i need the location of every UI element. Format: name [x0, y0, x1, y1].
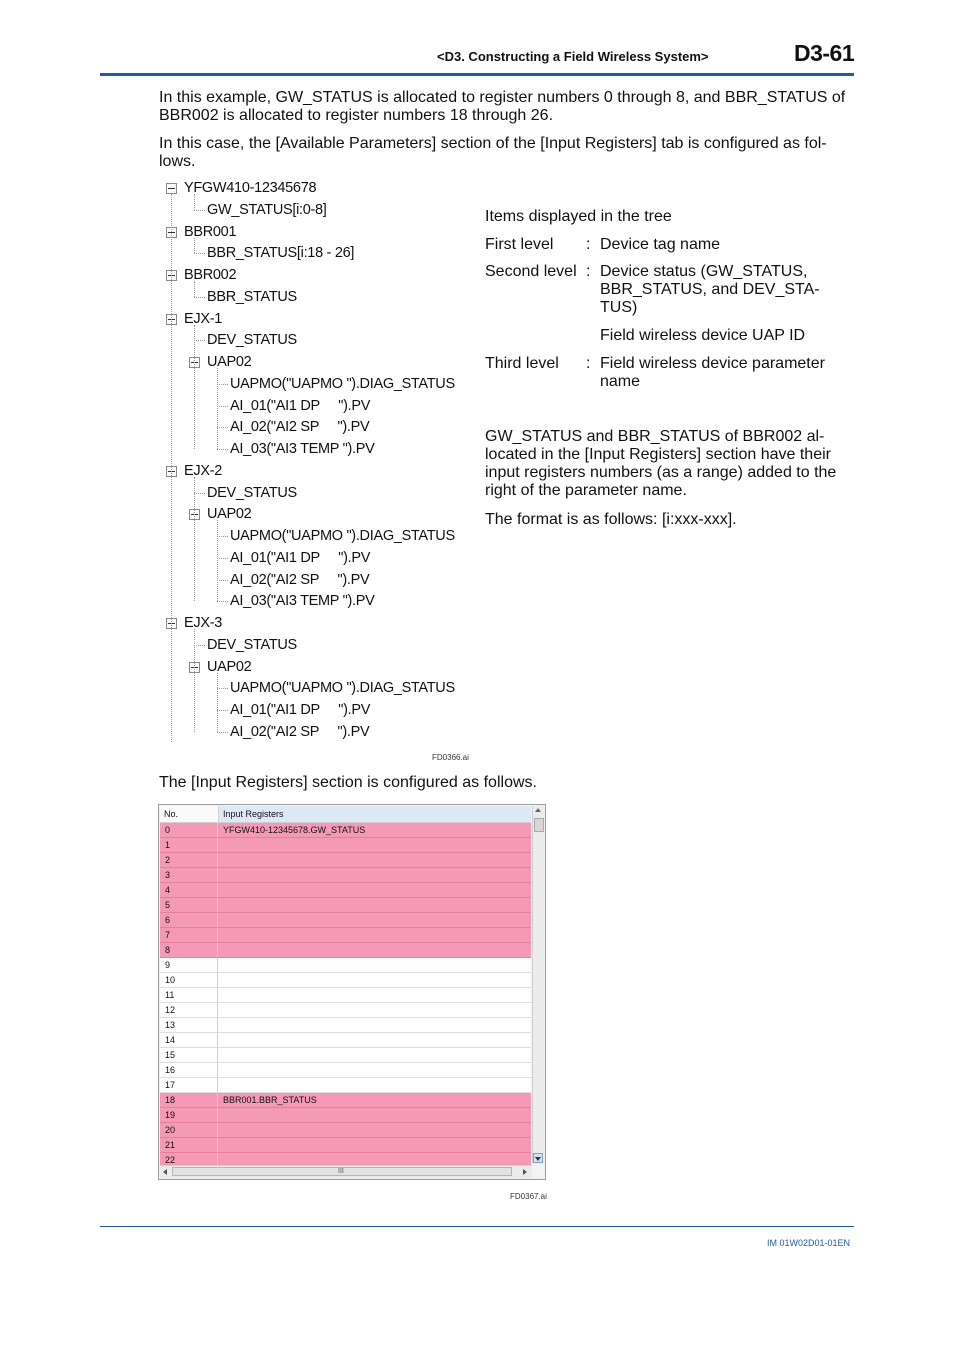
- register-value-cell[interactable]: [218, 1063, 531, 1078]
- register-value-cell[interactable]: [218, 1033, 531, 1048]
- register-value-cell[interactable]: [218, 823, 531, 838]
- tree-connector: [194, 253, 205, 254]
- tree-connector: [217, 406, 228, 407]
- register-value-cell[interactable]: [218, 868, 531, 883]
- scroll-left-icon[interactable]: [163, 1169, 167, 1175]
- tree-node[interactable]: UAPMO("UAPMO ").DIAG_STATUS: [230, 375, 455, 392]
- register-value-cell[interactable]: [218, 958, 531, 973]
- register-value-cell[interactable]: [218, 1003, 531, 1018]
- register-value-cell[interactable]: [218, 898, 531, 913]
- table-row[interactable]: [160, 1108, 531, 1123]
- table-row[interactable]: [160, 1033, 531, 1048]
- register-number-cell: [160, 1093, 218, 1108]
- tree-node[interactable]: AI_01("AI1 DP ").PV: [230, 549, 371, 566]
- tree-node[interactable]: AI_03("AI3 TEMP ").PV: [230, 441, 375, 457]
- page-number: D3-61: [794, 40, 855, 66]
- table-row[interactable]: [160, 1048, 531, 1063]
- tree-node[interactable]: UAPMO("UAPMO ").DIAG_STATUS: [230, 528, 455, 544]
- column-header-label: Input Registers: [223, 809, 284, 819]
- register-number-cell: [160, 1108, 218, 1123]
- tree-guide: [217, 520, 218, 601]
- tree-node[interactable]: AI_03("AI3 TEMP ").PV: [230, 593, 375, 610]
- tree-node[interactable]: AI_01("AI1 DP ").PV: [230, 397, 371, 414]
- intro-paragraph-2: In this case, the [Available Parameters] section of the [Input Registers] tab is configured as fol-lows.: [159, 135, 827, 170]
- register-number-cell: [160, 1063, 218, 1078]
- tree-guide: [194, 325, 195, 449]
- register-number-cell: [160, 1123, 218, 1138]
- available-parameters-tree: [160, 176, 472, 746]
- horizontal-scroll-thumb[interactable]: [172, 1167, 512, 1176]
- register-value-cell[interactable]: [218, 928, 531, 943]
- column-header-input-registers[interactable]: [218, 806, 531, 822]
- register-number: 12: [165, 1005, 176, 1015]
- table-row[interactable]: [160, 943, 531, 958]
- tree-connector: [217, 558, 228, 559]
- register-number: 1: [165, 840, 171, 850]
- tree-node[interactable]: UAP02: [207, 506, 252, 523]
- register-value-cell[interactable]: [218, 883, 531, 898]
- scroll-down-icon[interactable]: [533, 1153, 543, 1163]
- tree-node[interactable]: AI_01("AI1 DP ").PV: [230, 702, 371, 718]
- register-number: 8: [165, 945, 171, 955]
- register-number: 17: [165, 1080, 176, 1090]
- register-number: 14: [165, 1035, 176, 1045]
- legend-desc: Field wireless device parameter name: [600, 355, 825, 390]
- intro-paragraph-1: In this example, GW_STATUS is allocated to register numbers 0 through 8, and BBR_STATUS of BBR002 is allocated to register numbers 18 through 26.: [159, 89, 846, 124]
- register-number-cell: [160, 1048, 218, 1063]
- document-id: IM 01W02D01-01EN: [767, 1238, 851, 1248]
- vertical-scroll-thumb[interactable]: [534, 818, 544, 832]
- register-number: 10: [165, 975, 176, 985]
- register-number-cell: [160, 823, 218, 838]
- register-number: 2: [165, 855, 171, 865]
- table-row[interactable]: [160, 1138, 531, 1153]
- register-number: 18: [165, 1095, 176, 1105]
- tree-node[interactable]: DEV_STATUS: [207, 332, 297, 349]
- tree-node[interactable]: YFGW410-12345678: [184, 180, 317, 196]
- tree-node[interactable]: UAP02: [207, 658, 252, 675]
- tree-node[interactable]: DEV_STATUS: [207, 636, 297, 653]
- tree-connector: [217, 688, 228, 689]
- tree-connector: [217, 580, 228, 581]
- tree-connector: [217, 427, 228, 428]
- table-row[interactable]: [160, 1078, 531, 1093]
- tree-node[interactable]: AI_02("AI2 SP ").PV: [230, 723, 370, 740]
- register-number: 9: [165, 960, 171, 970]
- vertical-scrollbar[interactable]: [532, 806, 544, 1163]
- scroll-grip-icon: III: [338, 1168, 344, 1175]
- tree-node[interactable]: AI_02("AI2 SP ").PV: [230, 419, 370, 436]
- register-number-cell: [160, 883, 218, 898]
- legend-desc: Device status (GW_STATUS, BBR_STATUS, and DEV_STA-TUS): [600, 263, 820, 316]
- tree-node[interactable]: UAPMO("UAPMO ").DIAG_STATUS: [230, 680, 455, 697]
- table-row[interactable]: [160, 898, 531, 913]
- table-row[interactable]: [160, 868, 531, 883]
- register-number: 7: [165, 930, 171, 940]
- tree-connector: [217, 601, 228, 602]
- tree-connector: [194, 493, 205, 494]
- register-number: 16: [165, 1065, 176, 1075]
- register-number-cell: [160, 943, 218, 958]
- table-row[interactable]: [160, 1123, 531, 1138]
- table-row[interactable]: [160, 1018, 531, 1033]
- table-row[interactable]: [160, 973, 531, 988]
- register-value-cell[interactable]: [218, 1123, 531, 1138]
- tree-connector: [217, 710, 228, 711]
- section-2-text: The [Input Registers] section is configured as follows.: [159, 774, 537, 791]
- register-value-cell[interactable]: [218, 1138, 531, 1153]
- collapse-icon[interactable]: [166, 183, 177, 194]
- register-number-cell: [160, 958, 218, 973]
- column-header-no[interactable]: No.: [164, 809, 179, 819]
- input-registers-grid[interactable]: [158, 804, 546, 1180]
- legend-term: Second level: [485, 263, 577, 280]
- register-number: 22: [165, 1155, 176, 1165]
- table-row[interactable]: [160, 883, 531, 898]
- register-number: 20: [165, 1125, 176, 1135]
- legend-colon: :: [586, 263, 591, 280]
- legend-note-2: The format is as follows: [i:xxx-xxx].: [485, 511, 737, 528]
- legend-term: First level: [485, 236, 554, 253]
- register-number-cell: [160, 913, 218, 928]
- figure-2-id: FD0367.ai: [510, 1192, 547, 1201]
- tree-node[interactable]: DEV_STATUS: [207, 484, 297, 501]
- register-number: 11: [165, 990, 175, 1000]
- scroll-right-icon[interactable]: [523, 1169, 527, 1175]
- table-row[interactable]: [160, 1093, 531, 1108]
- register-number: 5: [165, 900, 171, 910]
- table-row[interactable]: [160, 838, 531, 853]
- register-number-cell: [160, 973, 218, 988]
- register-number: 19: [165, 1110, 176, 1120]
- register-number: 0: [165, 825, 171, 835]
- figure-1-id: FD0366.ai: [432, 753, 469, 762]
- register-number: 6: [165, 915, 171, 925]
- grid-header-row: [160, 806, 531, 823]
- tree-node[interactable]: BBR_STATUS[i:18 - 26]: [207, 245, 355, 262]
- tree-guide: [194, 477, 195, 601]
- tree-guide: [194, 281, 195, 297]
- tree-connector: [194, 297, 205, 298]
- register-value-cell[interactable]: [218, 1018, 531, 1033]
- legend-desc: Field wireless device UAP ID: [600, 327, 806, 344]
- register-number-cell: [160, 1078, 218, 1093]
- tree-node[interactable]: AI_02("AI2 SP ").PV: [230, 571, 370, 588]
- register-number: 13: [165, 1020, 176, 1030]
- register-number-cell: [160, 1003, 218, 1018]
- table-row[interactable]: [160, 1063, 531, 1078]
- register-value: BBR001.BBR_STATUS: [223, 1095, 317, 1105]
- horizontal-scrollbar[interactable]: [160, 1165, 532, 1178]
- tree-connector: [217, 449, 228, 450]
- legend-heading: Items displayed in the tree: [485, 208, 672, 225]
- tree-guide: [194, 629, 195, 732]
- register-value-cell[interactable]: [218, 1108, 531, 1123]
- legend-colon: :: [586, 355, 591, 372]
- register-number: 15: [165, 1050, 176, 1060]
- register-value-cell[interactable]: [218, 1078, 531, 1093]
- table-row[interactable]: [160, 823, 531, 838]
- table-row[interactable]: [160, 928, 531, 943]
- tree-guide: [217, 368, 218, 449]
- table-row[interactable]: [160, 988, 531, 1003]
- table-row[interactable]: [160, 958, 531, 973]
- register-number-cell: [160, 853, 218, 868]
- register-value-cell[interactable]: [218, 973, 531, 988]
- footer-rule: [100, 1226, 854, 1227]
- scroll-up-icon[interactable]: [535, 808, 541, 812]
- legend-desc: Device tag name: [600, 236, 721, 253]
- table-row[interactable]: [160, 913, 531, 928]
- register-value: YFGW410-12345678.GW_STATUS: [223, 825, 366, 835]
- tree-connector: [194, 340, 205, 341]
- table-row[interactable]: [160, 853, 531, 868]
- register-value-cell[interactable]: [218, 1048, 531, 1063]
- register-number: 21: [165, 1140, 176, 1150]
- register-number-cell: [160, 1138, 218, 1153]
- register-number-cell: [160, 988, 218, 1003]
- tree-node[interactable]: EJX-3: [184, 615, 222, 631]
- tree-node[interactable]: EJX-1: [184, 310, 222, 327]
- register-number-cell: [160, 868, 218, 883]
- tree-node[interactable]: BBR_STATUS: [207, 288, 297, 305]
- tree-connector: [194, 210, 205, 211]
- tree-node[interactable]: GW_STATUS[i:0-8]: [207, 201, 327, 218]
- register-number-cell: [160, 1018, 218, 1033]
- tree-guide: [217, 673, 218, 732]
- legend-colon: :: [586, 236, 591, 253]
- legend-note-1: GW_STATUS and BBR_STATUS of BBR002 al-located in the [Input Registers] section have their input registers numbers (as a range) added to the right of the parameter name.: [485, 428, 837, 499]
- register-number-cell: [160, 898, 218, 913]
- register-number: 3: [165, 870, 171, 880]
- tree-connector: [217, 536, 228, 537]
- tree-connector: [217, 384, 228, 385]
- register-value-cell[interactable]: [218, 853, 531, 868]
- tree-connector: [217, 732, 228, 733]
- header-rule: [100, 73, 854, 76]
- tree-guide: [171, 194, 172, 742]
- register-number-cell: [160, 928, 218, 943]
- tree-connector: [194, 645, 205, 646]
- register-number: 4: [165, 885, 171, 895]
- register-number-cell: [160, 1033, 218, 1048]
- tree-node[interactable]: BBR001: [184, 223, 237, 240]
- legend-term: Third level: [485, 355, 559, 372]
- register-value-cell[interactable]: [218, 1093, 531, 1108]
- register-value-cell[interactable]: [218, 943, 531, 958]
- table-row[interactable]: [160, 1003, 531, 1018]
- register-value-cell[interactable]: [218, 913, 531, 928]
- tree-guide: [194, 194, 195, 210]
- tree-node[interactable]: UAP02: [207, 354, 252, 370]
- register-number-cell: [160, 838, 218, 853]
- tree-guide: [194, 238, 195, 253]
- register-value-cell[interactable]: [218, 988, 531, 1003]
- running-header: <D3. Constructing a Field Wireless System>: [437, 49, 709, 64]
- tree-node[interactable]: EJX-2: [184, 462, 222, 479]
- register-value-cell[interactable]: [218, 838, 531, 853]
- tree-node[interactable]: BBR002: [184, 267, 237, 283]
